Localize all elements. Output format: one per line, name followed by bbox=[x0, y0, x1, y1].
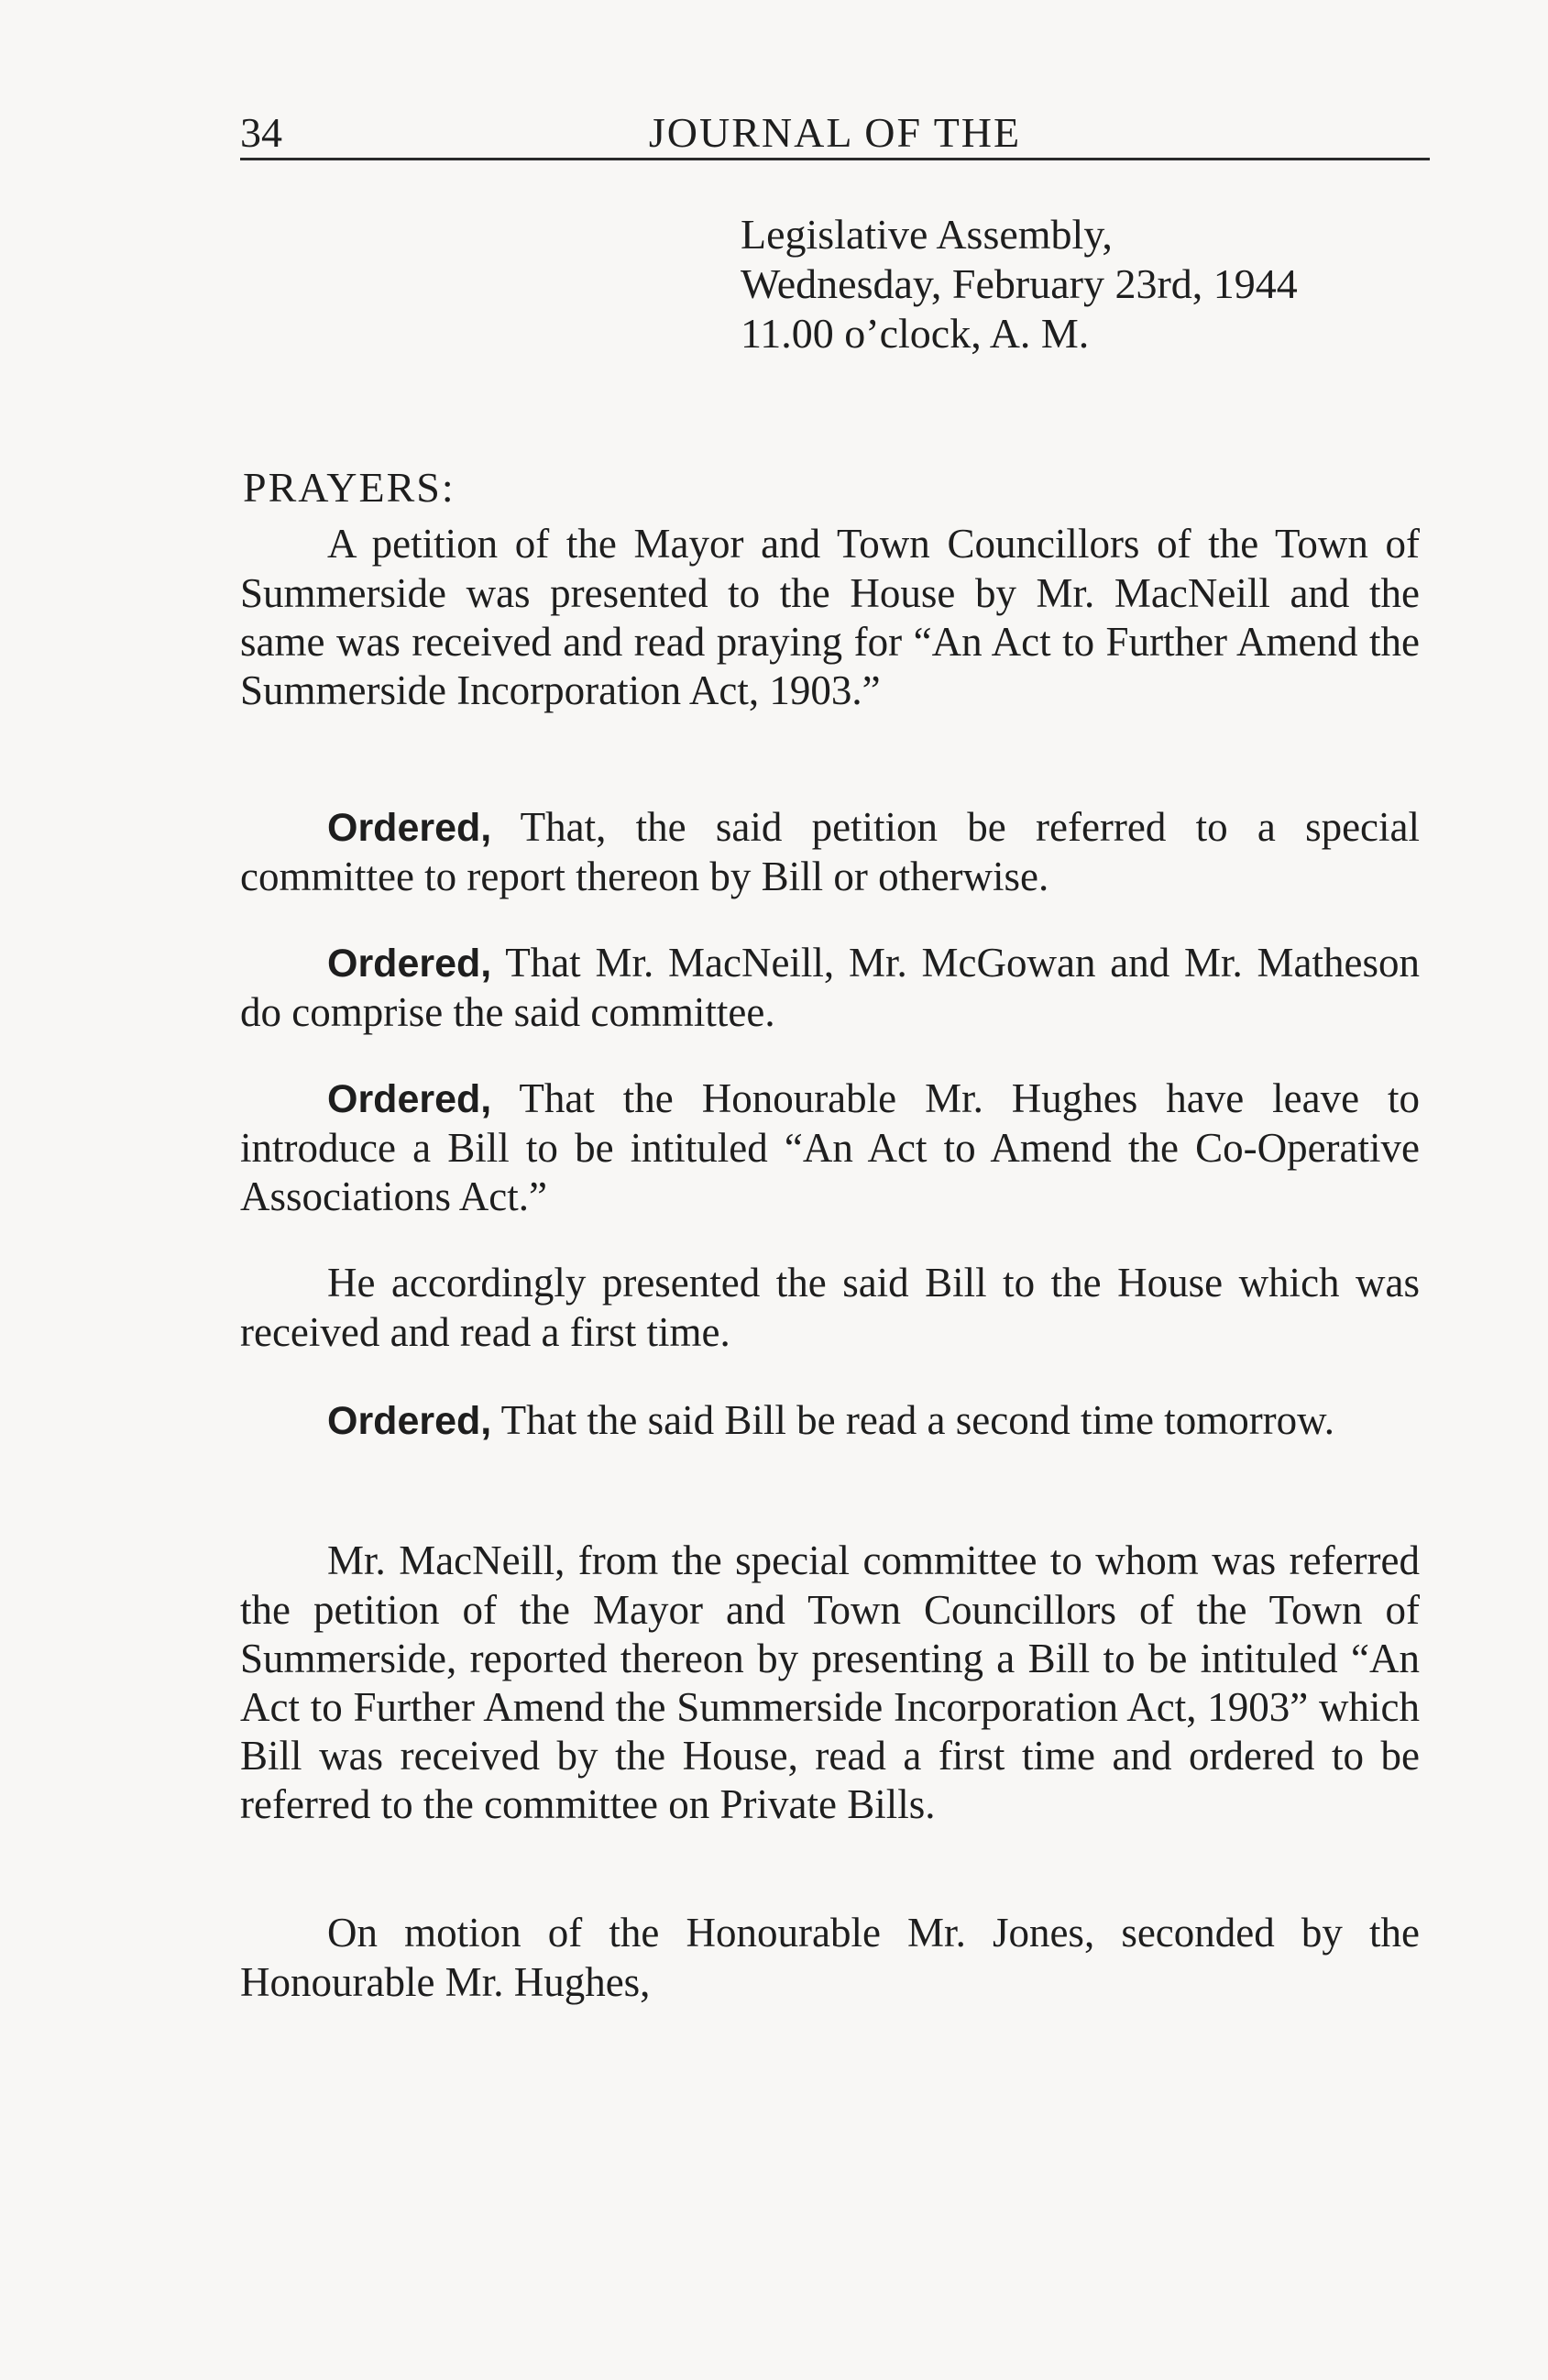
paragraph-petition bbox=[240, 520, 1420, 715]
time-line: 11.00 o’clock, A. M. bbox=[741, 310, 1090, 357]
paragraph-order-second-reading bbox=[240, 1396, 1420, 1446]
running-head: JOURNAL OF THE bbox=[648, 109, 1022, 156]
paragraph-lead: Ordered, bbox=[327, 1077, 492, 1121]
date-line: Wednesday, February 23rd, 1944 bbox=[741, 260, 1298, 307]
paragraph-committee-report bbox=[240, 1537, 1420, 1829]
prayers-heading: PRAYERS: bbox=[243, 464, 456, 511]
paragraph-text: A petition of the Mayor and Town Councillors of the Town of Summerside was presented to the House by Mr. MacNeill and the same was received and read praying for “An Act to Further Amend the Summerside Incorporation Act, 1903.” bbox=[240, 521, 1420, 713]
sitting-info bbox=[741, 211, 1298, 359]
paragraph-text: That, the said petition be referred to a special committee to report thereon by Bill or otherwise. bbox=[240, 804, 1420, 899]
paragraph-lead: Ordered, bbox=[327, 806, 492, 850]
page-number: 34 bbox=[240, 109, 282, 156]
paragraph-lead: Ordered, bbox=[327, 1399, 492, 1443]
paragraph-order-refer bbox=[240, 803, 1420, 901]
paragraph-text: On motion of the Honourable Mr. Jones, seconded by the Honourable Mr. Hughes, bbox=[240, 1910, 1420, 2005]
paragraph-lead: Ordered, bbox=[327, 942, 492, 986]
paragraph-text: That Mr. MacNeill, Mr. McGowan and Mr. Matheson do comprise the said committee. bbox=[240, 940, 1420, 1035]
paragraph-presented bbox=[240, 1259, 1420, 1357]
paragraph-text: That the said Bill be read a second time tomorrow. bbox=[491, 1397, 1334, 1443]
paragraph-order-committee bbox=[240, 939, 1420, 1037]
paragraph-text: He accordingly presented the said Bill to the House which was received and read a first time. bbox=[240, 1260, 1420, 1355]
paragraph-text: Mr. MacNeill, from the special committee to whom was referred the petition of the Mayor and Town Councillors of the Town of Summerside, reported thereon by presenting a Bill to be intituled “An Act to Further Amend the Summerside Incorporation Act, 1903” which Bill was received by the House, read a first time and ordered to be referred to the committee on Private Bills. bbox=[240, 1537, 1420, 1827]
paragraph-text: That the Honourable Mr. Hughes have leave to introduce a Bill to be intituled “An Act to Amend the Co-Operative Associations Act.” bbox=[240, 1075, 1420, 1219]
paragraph-motion bbox=[240, 1909, 1420, 2007]
paragraph-order-leave bbox=[240, 1074, 1420, 1221]
page-header bbox=[240, 103, 1430, 160]
assembly-line: Legislative Assembly, bbox=[741, 211, 1113, 258]
